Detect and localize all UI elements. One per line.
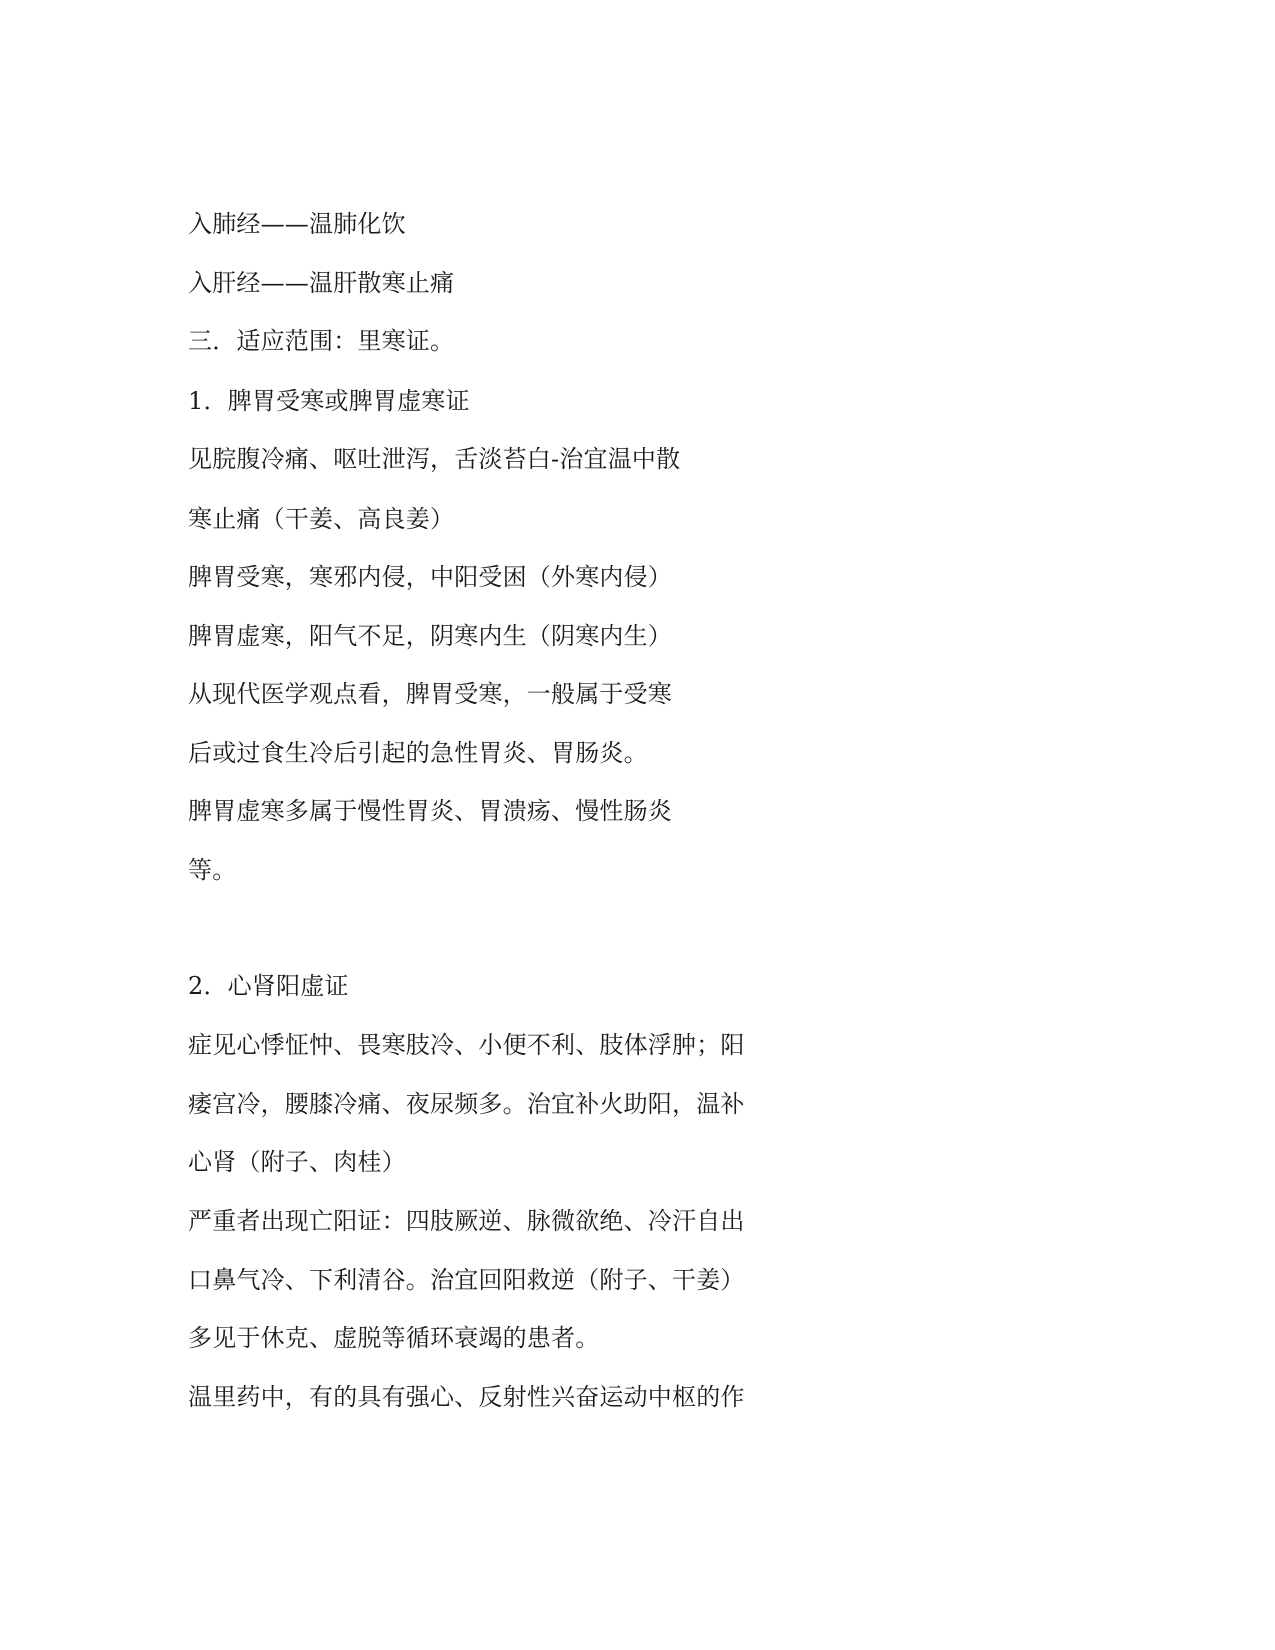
paragraph-line: 痿宫冷，腰膝冷痛、夜尿频多。治宜补火助阳，温补 bbox=[188, 1090, 745, 1118]
paragraph-line: 多见于休克、虚脱等循环衰竭的患者。 bbox=[188, 1324, 600, 1352]
line-lung-meridian: 入肺经——温肺化饮 bbox=[188, 210, 406, 238]
subheading-heart-kidney: 2．心肾阳虚证 bbox=[188, 972, 349, 1000]
subheading-spleen-stomach: 1．脾胃受寒或脾胃虚寒证 bbox=[188, 387, 470, 415]
paragraph-line: 后或过食生冷后引起的急性胃炎、胃肠炎。 bbox=[188, 739, 648, 767]
paragraph-line: 口鼻气冷、下利清谷。治宜回阳救逆（附子、干姜） bbox=[188, 1266, 745, 1294]
section-heading-scope: 三．适应范围：里寒证。 bbox=[188, 327, 455, 355]
paragraph-line: 寒止痛（干姜、高良姜） bbox=[188, 505, 455, 533]
paragraph-line: 等。 bbox=[188, 856, 237, 884]
paragraph-line: 温里药中，有的具有强心、反射性兴奋运动中枢的作 bbox=[188, 1383, 745, 1411]
paragraph-line: 心肾（附子、肉桂） bbox=[188, 1148, 406, 1176]
line-liver-meridian: 入肝经——温肝散寒止痛 bbox=[188, 269, 455, 297]
paragraph-line: 脾胃虚寒，阳气不足，阴寒内生（阴寒内生） bbox=[188, 622, 672, 650]
paragraph-line: 严重者出现亡阳证：四肢厥逆、脉微欲绝、冷汗自出 bbox=[188, 1207, 745, 1235]
paragraph-line: 见脘腹冷痛、呕吐泄泻，舌淡苔白-治宜温中散 bbox=[188, 445, 681, 473]
paragraph-line: 脾胃受寒，寒邪内侵，中阳受困（外寒内侵） bbox=[188, 563, 672, 591]
paragraph-line: 从现代医学观点看，脾胃受寒，一般属于受寒 bbox=[188, 680, 672, 708]
paragraph-line: 症见心悸怔忡、畏寒肢冷、小便不利、肢体浮肿；阳 bbox=[188, 1031, 745, 1059]
paragraph-line: 脾胃虚寒多属于慢性胃炎、胃溃疡、慢性肠炎 bbox=[188, 797, 672, 825]
